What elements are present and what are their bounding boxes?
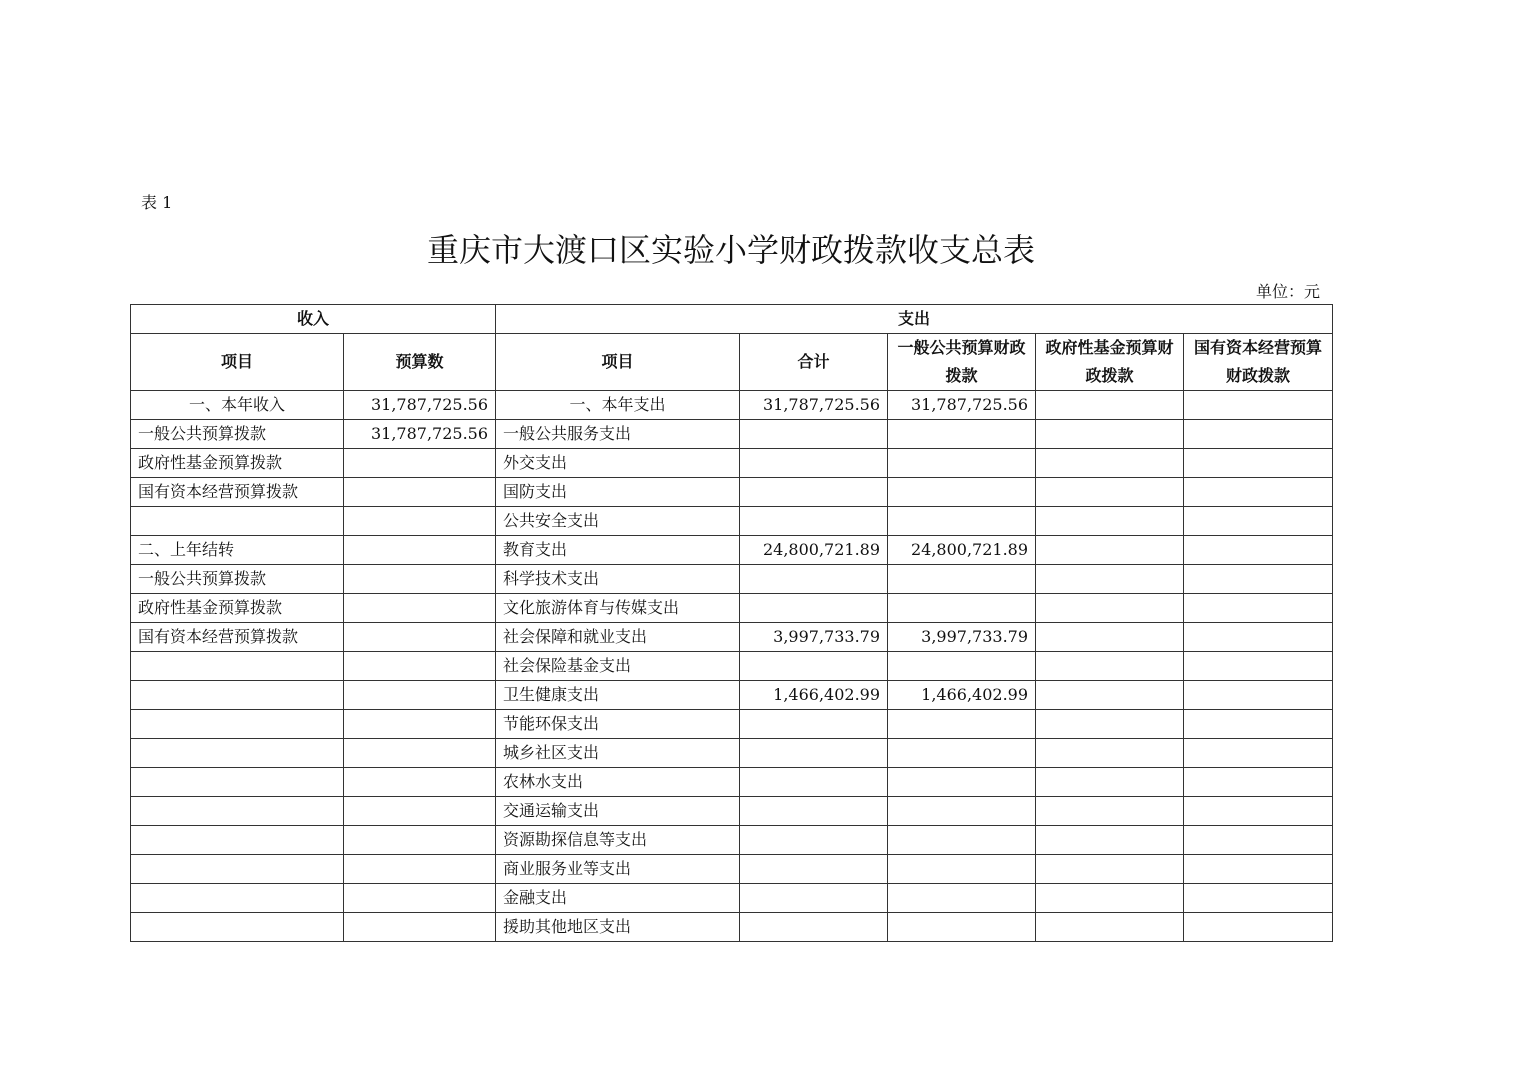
expense-item-cell: 城乡社区支出 <box>496 739 740 768</box>
total-cell <box>740 420 888 449</box>
table-row <box>131 594 1333 623</box>
column-header-row <box>131 334 1333 391</box>
total-cell <box>740 768 888 797</box>
income-budget-cell <box>344 768 496 797</box>
expense-item-cell: 公共安全支出 <box>496 507 740 536</box>
gov-fund-cell <box>1036 797 1184 826</box>
state-capital-cell <box>1184 884 1333 913</box>
general-budget-cell <box>888 710 1036 739</box>
income-budget-cell <box>344 478 496 507</box>
gov-fund-cell <box>1036 623 1184 652</box>
total-cell <box>740 826 888 855</box>
income-budget-cell <box>344 710 496 739</box>
income-item-cell <box>131 826 344 855</box>
table-row <box>131 768 1333 797</box>
expense-item-cell: 资源勘探信息等支出 <box>496 826 740 855</box>
general-budget-cell <box>888 913 1036 942</box>
income-budget-cell <box>344 681 496 710</box>
income-budget-cell <box>344 565 496 594</box>
total-cell <box>740 507 888 536</box>
expense-item-cell: 一、本年支出 <box>496 391 740 420</box>
income-budget-cell: 31,787,725.56 <box>344 420 496 449</box>
total-cell: 24,800,721.89 <box>740 536 888 565</box>
income-budget-cell <box>344 536 496 565</box>
income-item-cell <box>131 855 344 884</box>
income-item-cell: 国有资本经营预算拨款 <box>131 478 344 507</box>
general-budget-cell <box>888 768 1036 797</box>
gov-fund-cell <box>1036 855 1184 884</box>
general-budget-cell <box>888 855 1036 884</box>
general-budget-cell <box>888 797 1036 826</box>
gov-fund-cell <box>1036 420 1184 449</box>
income-budget-cell <box>344 739 496 768</box>
total-cell <box>740 884 888 913</box>
state-capital-cell <box>1184 913 1333 942</box>
income-item-cell: 二、上年结转 <box>131 536 344 565</box>
expense-item-cell: 科学技术支出 <box>496 565 740 594</box>
total-cell <box>740 565 888 594</box>
gov-fund-cell <box>1036 391 1184 420</box>
expense-item-cell: 外交支出 <box>496 449 740 478</box>
expense-group-header: 支出 <box>496 305 1333 334</box>
table-row <box>131 536 1333 565</box>
gov-fund-cell <box>1036 710 1184 739</box>
gov-fund-cell <box>1036 913 1184 942</box>
expense-item-cell: 一般公共服务支出 <box>496 420 740 449</box>
table-row <box>131 449 1333 478</box>
income-item-cell <box>131 710 344 739</box>
expense-item-header: 项目 <box>496 334 740 391</box>
table-row <box>131 507 1333 536</box>
gov-fund-cell <box>1036 565 1184 594</box>
table-row <box>131 420 1333 449</box>
total-cell <box>740 913 888 942</box>
gov-fund-cell <box>1036 768 1184 797</box>
total-cell <box>740 594 888 623</box>
gov-fund-cell <box>1036 536 1184 565</box>
general-budget-cell: 3,997,733.79 <box>888 623 1036 652</box>
total-cell <box>740 652 888 681</box>
fiscal-summary-table <box>130 304 1333 942</box>
expense-item-cell: 教育支出 <box>496 536 740 565</box>
general-budget-cell: 31,787,725.56 <box>888 391 1036 420</box>
general-budget-cell <box>888 652 1036 681</box>
expense-item-cell: 商业服务业等支出 <box>496 855 740 884</box>
general-budget-cell <box>888 826 1036 855</box>
income-item-cell <box>131 768 344 797</box>
state-capital-cell <box>1184 855 1333 884</box>
income-item-cell <box>131 913 344 942</box>
expense-item-cell: 社会保险基金支出 <box>496 652 740 681</box>
table-row <box>131 652 1333 681</box>
income-item-header: 项目 <box>131 334 344 391</box>
state-capital-cell <box>1184 826 1333 855</box>
general-budget-header: 一般公共预算财政拨款 <box>888 334 1036 391</box>
gov-fund-cell <box>1036 478 1184 507</box>
expense-item-cell: 文化旅游体育与传媒支出 <box>496 594 740 623</box>
table-row <box>131 681 1333 710</box>
income-item-cell: 政府性基金预算拨款 <box>131 449 344 478</box>
table-row <box>131 855 1333 884</box>
total-cell <box>740 478 888 507</box>
table-row <box>131 565 1333 594</box>
income-budget-header: 预算数 <box>344 334 496 391</box>
state-capital-cell <box>1184 739 1333 768</box>
total-cell <box>740 855 888 884</box>
gov-fund-cell <box>1036 681 1184 710</box>
income-budget-cell <box>344 507 496 536</box>
income-budget-cell <box>344 594 496 623</box>
income-item-cell: 一般公共预算拨款 <box>131 565 344 594</box>
total-cell: 31,787,725.56 <box>740 391 888 420</box>
table-row <box>131 710 1333 739</box>
unit-label: 单位：元 <box>1255 282 1320 301</box>
general-budget-cell: 24,800,721.89 <box>888 536 1036 565</box>
state-capital-cell <box>1184 449 1333 478</box>
gov-fund-cell <box>1036 507 1184 536</box>
table-row <box>131 826 1333 855</box>
total-cell <box>740 449 888 478</box>
income-item-cell <box>131 507 344 536</box>
income-item-cell <box>131 681 344 710</box>
expense-item-cell: 交通运输支出 <box>496 797 740 826</box>
total-cell: 1,466,402.99 <box>740 681 888 710</box>
general-budget-cell <box>888 478 1036 507</box>
total-cell <box>740 797 888 826</box>
gov-fund-cell <box>1036 739 1184 768</box>
total-cell <box>740 710 888 739</box>
state-capital-cell <box>1184 536 1333 565</box>
income-budget-cell <box>344 449 496 478</box>
state-capital-cell <box>1184 507 1333 536</box>
general-budget-cell <box>888 507 1036 536</box>
expense-item-cell: 卫生健康支出 <box>496 681 740 710</box>
total-header: 合计 <box>740 334 888 391</box>
table-row <box>131 478 1333 507</box>
income-item-cell: 一、本年收入 <box>131 391 344 420</box>
state-capital-header: 国有资本经营预算财政拨款 <box>1184 334 1333 391</box>
income-item-cell: 政府性基金预算拨款 <box>131 594 344 623</box>
income-group-header: 收入 <box>131 305 496 334</box>
income-item-cell: 一般公共预算拨款 <box>131 420 344 449</box>
gov-fund-header: 政府性基金预算财政拨款 <box>1036 334 1184 391</box>
income-budget-cell <box>344 913 496 942</box>
gov-fund-cell <box>1036 594 1184 623</box>
expense-item-cell: 金融支出 <box>496 884 740 913</box>
total-cell: 3,997,733.79 <box>740 623 888 652</box>
table-row <box>131 391 1333 420</box>
general-budget-cell <box>888 420 1036 449</box>
expense-item-cell: 节能环保支出 <box>496 710 740 739</box>
table-label: 表 1 <box>141 193 173 212</box>
income-item-cell <box>131 797 344 826</box>
income-item-cell <box>131 884 344 913</box>
income-item-cell <box>131 652 344 681</box>
general-budget-cell: 1,466,402.99 <box>888 681 1036 710</box>
state-capital-cell <box>1184 652 1333 681</box>
gov-fund-cell <box>1036 652 1184 681</box>
table-row <box>131 623 1333 652</box>
general-budget-cell <box>888 884 1036 913</box>
group-header-row <box>131 305 1333 334</box>
general-budget-cell <box>888 594 1036 623</box>
income-item-cell <box>131 739 344 768</box>
table-row <box>131 739 1333 768</box>
expense-item-cell: 社会保障和就业支出 <box>496 623 740 652</box>
general-budget-cell <box>888 565 1036 594</box>
income-budget-cell <box>344 855 496 884</box>
income-budget-cell <box>344 884 496 913</box>
income-budget-cell: 31,787,725.56 <box>344 391 496 420</box>
income-budget-cell <box>344 797 496 826</box>
income-budget-cell <box>344 652 496 681</box>
general-budget-cell <box>888 739 1036 768</box>
table-row <box>131 884 1333 913</box>
gov-fund-cell <box>1036 884 1184 913</box>
gov-fund-cell <box>1036 826 1184 855</box>
general-budget-cell <box>888 449 1036 478</box>
gov-fund-cell <box>1036 449 1184 478</box>
state-capital-cell <box>1184 797 1333 826</box>
state-capital-cell <box>1184 478 1333 507</box>
page-title: 重庆市大渡口区实验小学财政拨款收支总表 <box>426 231 1035 269</box>
expense-item-cell: 国防支出 <box>496 478 740 507</box>
income-budget-cell <box>344 826 496 855</box>
total-cell <box>740 739 888 768</box>
state-capital-cell <box>1184 391 1333 420</box>
state-capital-cell <box>1184 768 1333 797</box>
income-budget-cell <box>344 623 496 652</box>
table-row <box>131 797 1333 826</box>
state-capital-cell <box>1184 420 1333 449</box>
state-capital-cell <box>1184 681 1333 710</box>
table-row <box>131 913 1333 942</box>
expense-item-cell: 农林水支出 <box>496 768 740 797</box>
state-capital-cell <box>1184 565 1333 594</box>
state-capital-cell <box>1184 623 1333 652</box>
income-item-cell: 国有资本经营预算拨款 <box>131 623 344 652</box>
state-capital-cell <box>1184 710 1333 739</box>
state-capital-cell <box>1184 594 1333 623</box>
expense-item-cell: 援助其他地区支出 <box>496 913 740 942</box>
